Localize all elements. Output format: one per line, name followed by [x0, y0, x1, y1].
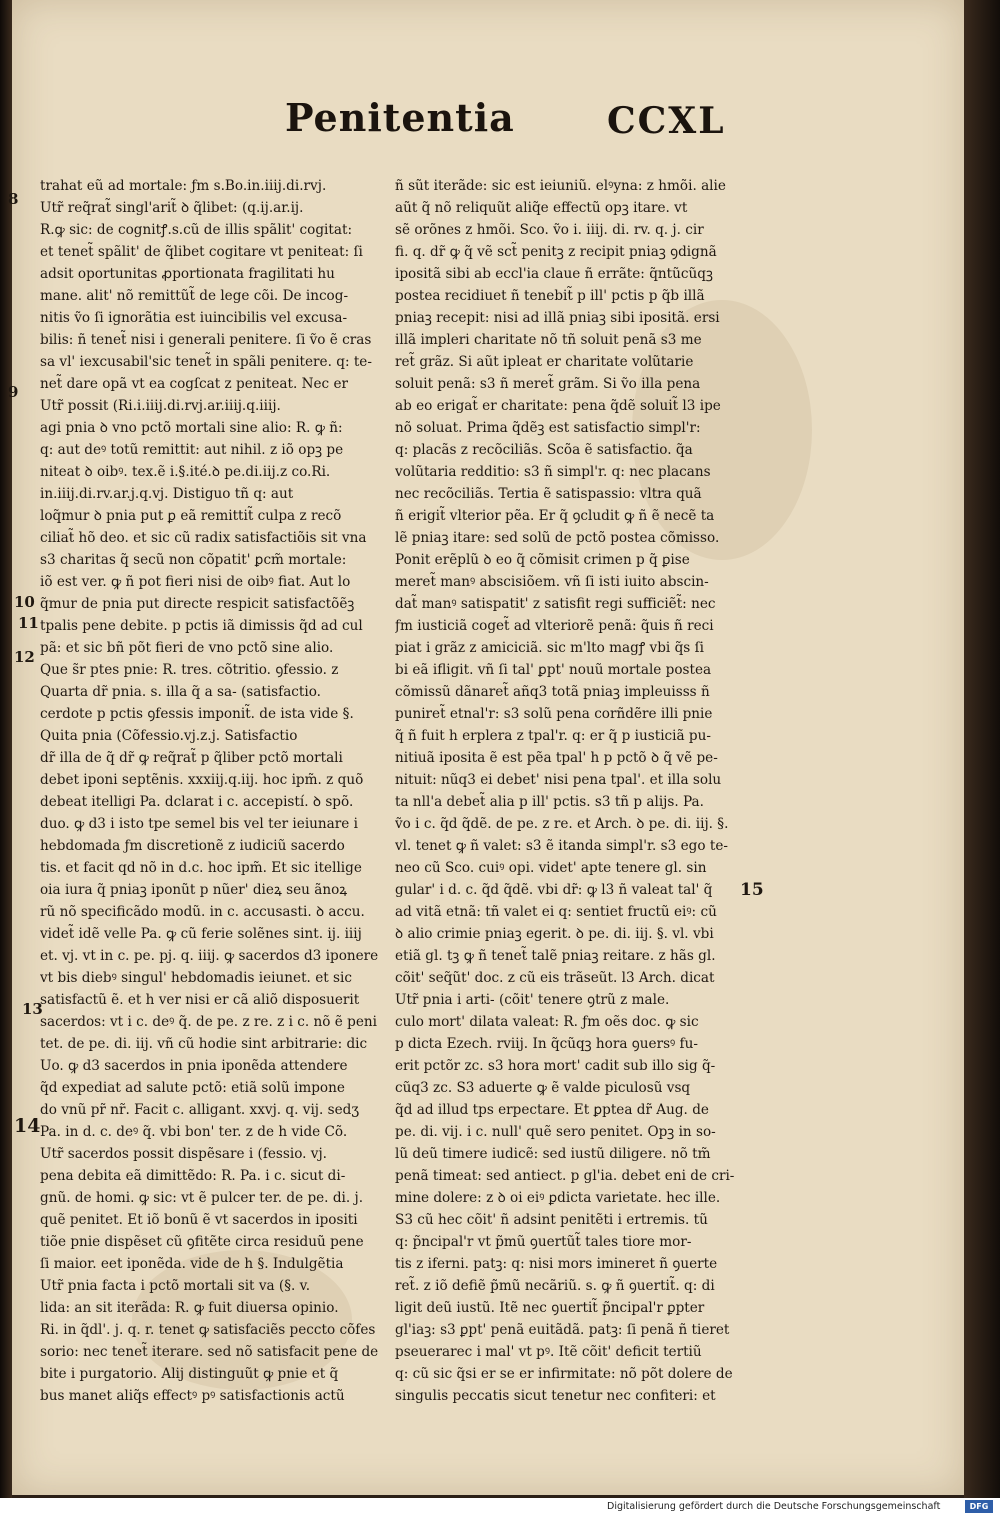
marginal-number: 12	[14, 648, 35, 666]
text-line: duo. ꝙ d3 i isto tpe semel bis vel ter ieiunare i	[40, 816, 358, 832]
text-line: niteat ꝺ oibꝰ. tex.ẽ i.§.ité.ꝺ pe.di.iij.z co.Ri.	[40, 464, 331, 480]
text-line: q: cũ sic q̃si er se er infirmitate: nõ põt dolere de	[395, 1366, 733, 1382]
text-line: tpalis pene debite. p pctis iã dimissis q̃d ad cul	[40, 618, 363, 634]
marginal-number: 10	[14, 593, 35, 611]
text-line: debet iponi septẽnis. xxxiij.q.iij. hoc ipm̃. z quõ	[40, 772, 364, 788]
text-line: Pa. in d. c. deꝰ q̃. vbi bon' ter. z de h vide Cõ.	[40, 1124, 348, 1140]
text-line: bi eã ifligit. vñ ſi tal' ꝑpt' nouũ mortale postea	[395, 662, 712, 678]
text-line: bilis: ñ tenet̃ nisi i generali penitere. ſi ṽo ẽ cras	[40, 332, 372, 348]
text-line: q: placãs z recõciliãs. Scõa ẽ satisfactio. q̃a	[395, 442, 693, 458]
text-line: piat i grãz z amiciciã. sic m'lto magꝭ vbi q̃s ſi	[395, 640, 704, 656]
text-line: bus manet aliq̃s effectꝰ pꝰ satisfactionis actũ	[40, 1388, 345, 1404]
text-line: cũq3 zc. S3 aduerte ꝙ ẽ valde piculosũ vsq	[395, 1080, 691, 1096]
text-line: tiõe pnie dispẽset cũ ꝯfitẽte circa residuũ pene	[40, 1234, 364, 1250]
text-line: ab eo erigat̃ er charitate: pena q̃dẽ soluit̃ l3 ipe	[395, 398, 721, 414]
marginal-number: 13	[22, 1000, 43, 1018]
text-line: R.ꝙ sic: de cognitꝭ.s.cũ de illis spãlit' cogitat:	[40, 222, 353, 238]
text-line: pseuerarec i mal' vt pꝰ. Itẽ cõit' deficit tertiũ	[395, 1344, 702, 1360]
text-line: sẽ orõnes z hmõi. Sco. ṽo i. iiij. di. rv. q. j. cir	[395, 222, 704, 238]
text-line: culo mort' dilata valeat: R. ƒm oẽs doc. ꝙ sic	[395, 1014, 699, 1030]
text-line: gl'iaꝫ: s3 ꝑpt' penã euitãdã. patꝫ: ſi penã ñ tieret	[395, 1322, 730, 1338]
dfg-logo: DFG	[965, 1500, 993, 1513]
text-line: ligit deũ iustũ. Itẽ nec ꝯuertit̃ p̃ncipal'r ꝑpter	[395, 1300, 705, 1316]
text-line: ƒm iusticiã coget̃ ad vlteriorẽ penã: q̃uis ñ reci	[395, 618, 714, 634]
text-line: debeat itelligi Pa. dclarat i c. accepistí. ꝺ spõ.	[40, 794, 354, 810]
text-line: ñ erigit̃ vlterior pẽa. Er q̃ ꝯcludit ꝙ ñ ẽ necẽ ta	[395, 508, 715, 524]
text-line: penã timeat: sed antiect. p gl'ia. debet eni de cri-	[395, 1168, 735, 1184]
text-line: mane. alit' nõ remittũt̃ de lege cõi. De incog-	[40, 288, 349, 304]
text-line: lẽ pniaꝫ itare: sed solũ de pctõ postea cõmisso.	[395, 530, 720, 546]
text-line: pniaꝫ recepit: nisi ad illã pniaꝫ sibi ipositã. ersi	[395, 310, 720, 326]
text-line: oia iura q̃ pniaꝫ iponũt p nũer' dieꝝ seu ãnoꝝ	[40, 882, 348, 898]
text-line: net̃ dare opã vt ea cogſcat z peniteat. Nec er	[40, 376, 348, 392]
text-line: ſi maior. eet iponẽda. vide de h §. Indulgẽtia	[40, 1256, 344, 1272]
right-text-column	[395, 175, 735, 1407]
text-line: bite i purgatorio. Alij distinguũt ꝙ pnie et q̃	[40, 1366, 339, 1382]
text-line: pena debita eã dimittẽdo: R. Pa. i c. sicut di-	[40, 1168, 346, 1184]
folio-number: CCXL	[607, 100, 726, 142]
text-line: q: p̃ncipal'r vt p̃mũ ꝯuertũt̃ tales tiore mor-	[395, 1234, 692, 1250]
text-line: lũ deũ timere iudicẽ: sed iustũ diligere. nõ tm̃	[395, 1146, 711, 1162]
text-line: Utr̃ req̃rat̃ singl'arit̃ ꝺ q̃libet: (q.ij.ar.ij.	[40, 200, 304, 216]
text-line: q̃d ad illud tps erpectare. Et ꝑptea dr̃ Aug. de	[395, 1102, 709, 1118]
text-line: tis. et facit qd nõ in d.c. hoc ipm̃. Et sic itellige	[40, 860, 362, 876]
text-line: ipositã sibi ab eccl'ia claue ñ errãte: q̃ntũcũqꝫ	[395, 266, 713, 282]
text-line: trahat eũ ad mortale: ƒm s.Bo.in.iiij.di.rvj.	[40, 178, 327, 194]
text-line: Ri. in q̃dl'. j. q. r. tenet ꝙ satisfaciẽs peccto cõfes	[40, 1322, 376, 1338]
text-line: do vnũ pr̃ nr̃. Facit c. alligant. xxvj. q. vij. sedʒ	[40, 1102, 360, 1118]
marginal-number: 9	[8, 383, 19, 401]
text-line: hebdomada ƒm discretionẽ z iudiciũ sacerdo	[40, 838, 345, 854]
marginal-number: 14	[14, 1115, 41, 1137]
text-line: Utr̃ pnia i arti- (cõit' tenere ꝯtrũ z male.	[395, 992, 670, 1008]
text-line: Quita pnia (Cõfessio.vj.z.j. Satisfactio	[40, 728, 298, 744]
text-line: ꝺ alio crimie pniaꝫ egerit. ꝺ pe. di. iij. §. vl. vbi	[395, 926, 714, 942]
text-line: cerdote p pctis ꝯfessis imponit̃. de ista vide §.	[40, 706, 354, 722]
text-line: ñ sũt iterãde: sic est ieiuniũ. elꝰyna: z hmõi. alie	[395, 178, 726, 194]
text-line: nõ soluat. Prima q̃dẽꝫ est satisfactio simpl'r:	[395, 420, 701, 436]
text-line: soluit penã: s3 ñ meret̃ grãm. Si ṽo illa pena	[395, 376, 701, 392]
marginal-number: 8	[8, 190, 19, 208]
text-line: s3 charitas q̃ secũ non cõpatit' ꝑcm̃ mortale:	[40, 552, 347, 568]
text-line: sa vl' iexcusabil'sic tenet̃ in spãli penitere. q: te-	[40, 354, 372, 370]
text-line: cõmissũ dãnaret̃ añq3 totã pniaꝫ impleuisss ñ	[395, 684, 710, 700]
text-line: Utr̃ possit (Ri.i.iiij.di.rvj.ar.iiij.q.iiij.	[40, 398, 281, 414]
text-line: Quarta dr̃ pnia. s. illa q̃ a sa- (satisfactio.	[40, 684, 321, 700]
text-line: dat̃ manꝰ satispatit' z satisfit regi sufficiẽt̃: nec	[395, 596, 716, 612]
text-line: lida: an sit iterãda: R. ꝙ fuit diuersa opinio.	[40, 1300, 339, 1316]
text-line: agi pnia ꝺ vno pctõ mortali sine alio: R. ꝙ ñ:	[40, 420, 343, 436]
running-head: Penitentia	[285, 95, 515, 140]
text-line: satisfactũ ẽ. et h ver nisi er cã aliõ disposuerit	[40, 992, 360, 1008]
text-line: p dicta Ezech. rviij. In q̃cũqꝫ hora ꝯuersꝰ fu-	[395, 1036, 698, 1052]
text-line: adsit oportunitas ꝓportionata fragilitati hu	[40, 266, 335, 282]
text-line: nituit: nũq3 ei debet' nisi pena tpal'. et illa solu	[395, 772, 722, 788]
text-line: tis z iferni. patꝫ: q: nisi mors imineret ñ ꝯuerte	[395, 1256, 718, 1272]
marginal-number: 15	[740, 880, 764, 900]
text-line: volũtaria redditio: s3 ñ simpl'r. q: nec placans	[395, 464, 711, 480]
text-line: et tenet̃ spãlit' de q̃libet cogitare vt peniteat: ſi	[40, 244, 363, 260]
text-line: q: aut deꝰ totũ remittit: aut nihil. z iõ opꝫ pe	[40, 442, 344, 458]
text-line: q̃mur de pnia put directe respicit satisfactõẽꝫ	[40, 596, 355, 612]
text-line: gular' i d. c. q̃d q̃dẽ. vbi dr̃: ꝙ l3 ñ valeat tal' q̃	[395, 882, 713, 898]
text-line: S3 cũ hec cõit' ñ adsint penitẽti i ertremis. tũ	[395, 1212, 708, 1228]
text-line: et. vj. vt in c. pe. pj. q. iiij. ꝙ sacerdos d3 iponere	[40, 948, 379, 964]
text-line: aũt q̃ nõ reliquũt aliq̃e effectũ opꝫ itare. vt	[395, 200, 688, 216]
text-line: postea recidiuet ñ tenebit̃ p ill' pctis p q̃b illã	[395, 288, 705, 304]
text-line: nitiuã iposita ẽ est pẽa tpal' h p pctõ ꝺ q̃ vẽ pe-	[395, 750, 718, 766]
text-line: ṽo i c. q̃d q̃dẽ. de pe. z re. et Arch. ꝺ pe. di. iij. §.	[395, 816, 729, 832]
text-line: mine dolere: z ꝺ oi eiꝰ ꝑdicta varietate. hec ille.	[395, 1190, 721, 1206]
text-line: ret̃. z iõ defiẽ p̃mũ necãriũ. s. ꝙ ñ ꝯuertit̃. q: di	[395, 1278, 715, 1294]
text-line: illã impleri charitate nõ tñ soluit penã s3 me	[395, 332, 702, 348]
text-line: Ponit erẽplũ ꝺ eo q̃ cõmisit crimen p q̃ ꝑise	[395, 552, 690, 568]
text-line: ad vitã etnã: tñ valet ei q: sentiet fructũ eiꝰ: cũ	[395, 904, 717, 920]
text-line: rũ nõ specificãdo modũ. in c. accusasti. ꝺ accu.	[40, 904, 365, 920]
text-line: Uo. ꝙ d3 sacerdos in pnia iponẽda attendere	[40, 1058, 348, 1074]
text-line: nec recõciliãs. Tertia ẽ satispassio: vltra quã	[395, 486, 702, 502]
text-line: in.iiij.di.rv.ar.j.q.vj. Distiguo tñ q: aut	[40, 486, 294, 502]
text-line: pã: et sic bñ põt fieri de vno pctõ sine alio.	[40, 640, 334, 656]
text-line: puniret̃ etnal'r: s3 solũ pena corñdẽre illi pnie	[395, 706, 713, 722]
text-line: ret̃ grãz. Si aũt ipleat er charitate volũtarie	[395, 354, 694, 370]
binding-edge	[0, 0, 12, 1498]
left-text-column	[40, 175, 385, 1407]
text-line: q̃ ñ fuit h erplera z tpal'r. q: er q̃ p iusticiã pu-	[395, 728, 711, 744]
text-line: vt bis diebꝰ singul' hebdomadis ieiunet. et sic	[40, 970, 352, 986]
text-line: ta nll'a debet̃ alia p ill' pctis. s3 tñ p alijs. Pa.	[395, 794, 704, 810]
text-line: fi. q. dr̃ ꝙ q̃ vẽ sct̃ penitꝫ z recipit pniaꝫ ꝯdignã	[395, 244, 717, 260]
marginal-number: 11	[18, 614, 39, 632]
text-line: meret̃ manꝰ abscisiõem. vñ ſi isti iuito abscin-	[395, 574, 709, 590]
text-line: tet. de pe. di. iij. vñ cũ hodie sint arbitrarie: dic	[40, 1036, 368, 1052]
text-line: dr̃ illa de q̃ dr̃ ꝙ req̃rat̃ p q̃liber pctõ mortali	[40, 750, 343, 766]
digitization-credit: Digitalisierung gefördert durch die Deutsche Forschungsgemeinschaft	[607, 1501, 941, 1512]
text-line: vl. tenet ꝙ ñ valet: s3 ẽ itanda simpl'r. s3 ego te-	[395, 838, 728, 854]
text-line: pe. di. vij. i c. null' quẽ sero penitet. Opꝫ in so-	[395, 1124, 716, 1140]
text-line: q̃d expediat ad salute pctõ: etiã solũ impone	[40, 1080, 345, 1096]
text-line: ciliat̃ hõ deo. et sic cũ radix satisfactiõis sit vna	[40, 530, 367, 546]
text-line: erit pctõr zc. s3 hora mort' cadit sub illo sig q̃-	[395, 1058, 716, 1074]
page-right-edge	[964, 0, 1000, 1498]
text-line: Utr̃ pnia facta i pctõ mortali sit va (§. v.	[40, 1278, 311, 1294]
text-line: videt̃ idẽ velle Pa. ꝙ cũ ferie solẽnes sint. ij. iiij	[40, 926, 362, 942]
text-line: iõ est ver. ꝙ ñ pot fieri nisi de oibꝰ fiat. Aut lo	[40, 574, 351, 590]
text-line: sorio: nec tenet̃ iterare. sed nõ satisfacit pene de	[40, 1344, 379, 1360]
text-line: neo cũ Sco. cuiꝰ opi. videt' apte tenere gl. sin	[395, 860, 707, 876]
text-line: sacerdos: vt i c. deꝰ q̃. de pe. z re. z i c. nõ ẽ peni	[40, 1014, 377, 1030]
text-line: Que s̃r ptes pnie: R. tres. cõtritio. ꝯfessio. z	[40, 662, 339, 678]
text-line: Utr̃ sacerdos possit dispẽsare i (fessio. vj.	[40, 1146, 327, 1162]
text-line: cõit' seq̃ũt' doc. z cũ eis trãseũt. l3 Arch. dicat	[395, 970, 715, 986]
text-line: singulis peccatis sicut tenetur nec confiteri: et	[395, 1388, 716, 1404]
text-line: etiã gl. tꝫ ꝙ ñ tenet̃ talẽ pniaꝫ reitare. z hãs gl.	[395, 948, 716, 964]
text-line: loq̃mur ꝺ pnia put ꝑ eã remittit̃ culpa z recõ	[40, 508, 342, 524]
text-line: nitis ṽo ſi ignorãtia est iuincibilis vel excusa-	[40, 310, 348, 326]
text-line: quẽ penitet. Et iõ bonũ ẽ vt sacerdos in ipositi	[40, 1212, 358, 1228]
text-line: gnũ. de homi. ꝙ sic: vt ẽ pulcer ter. de pe. di. j.	[40, 1190, 364, 1206]
